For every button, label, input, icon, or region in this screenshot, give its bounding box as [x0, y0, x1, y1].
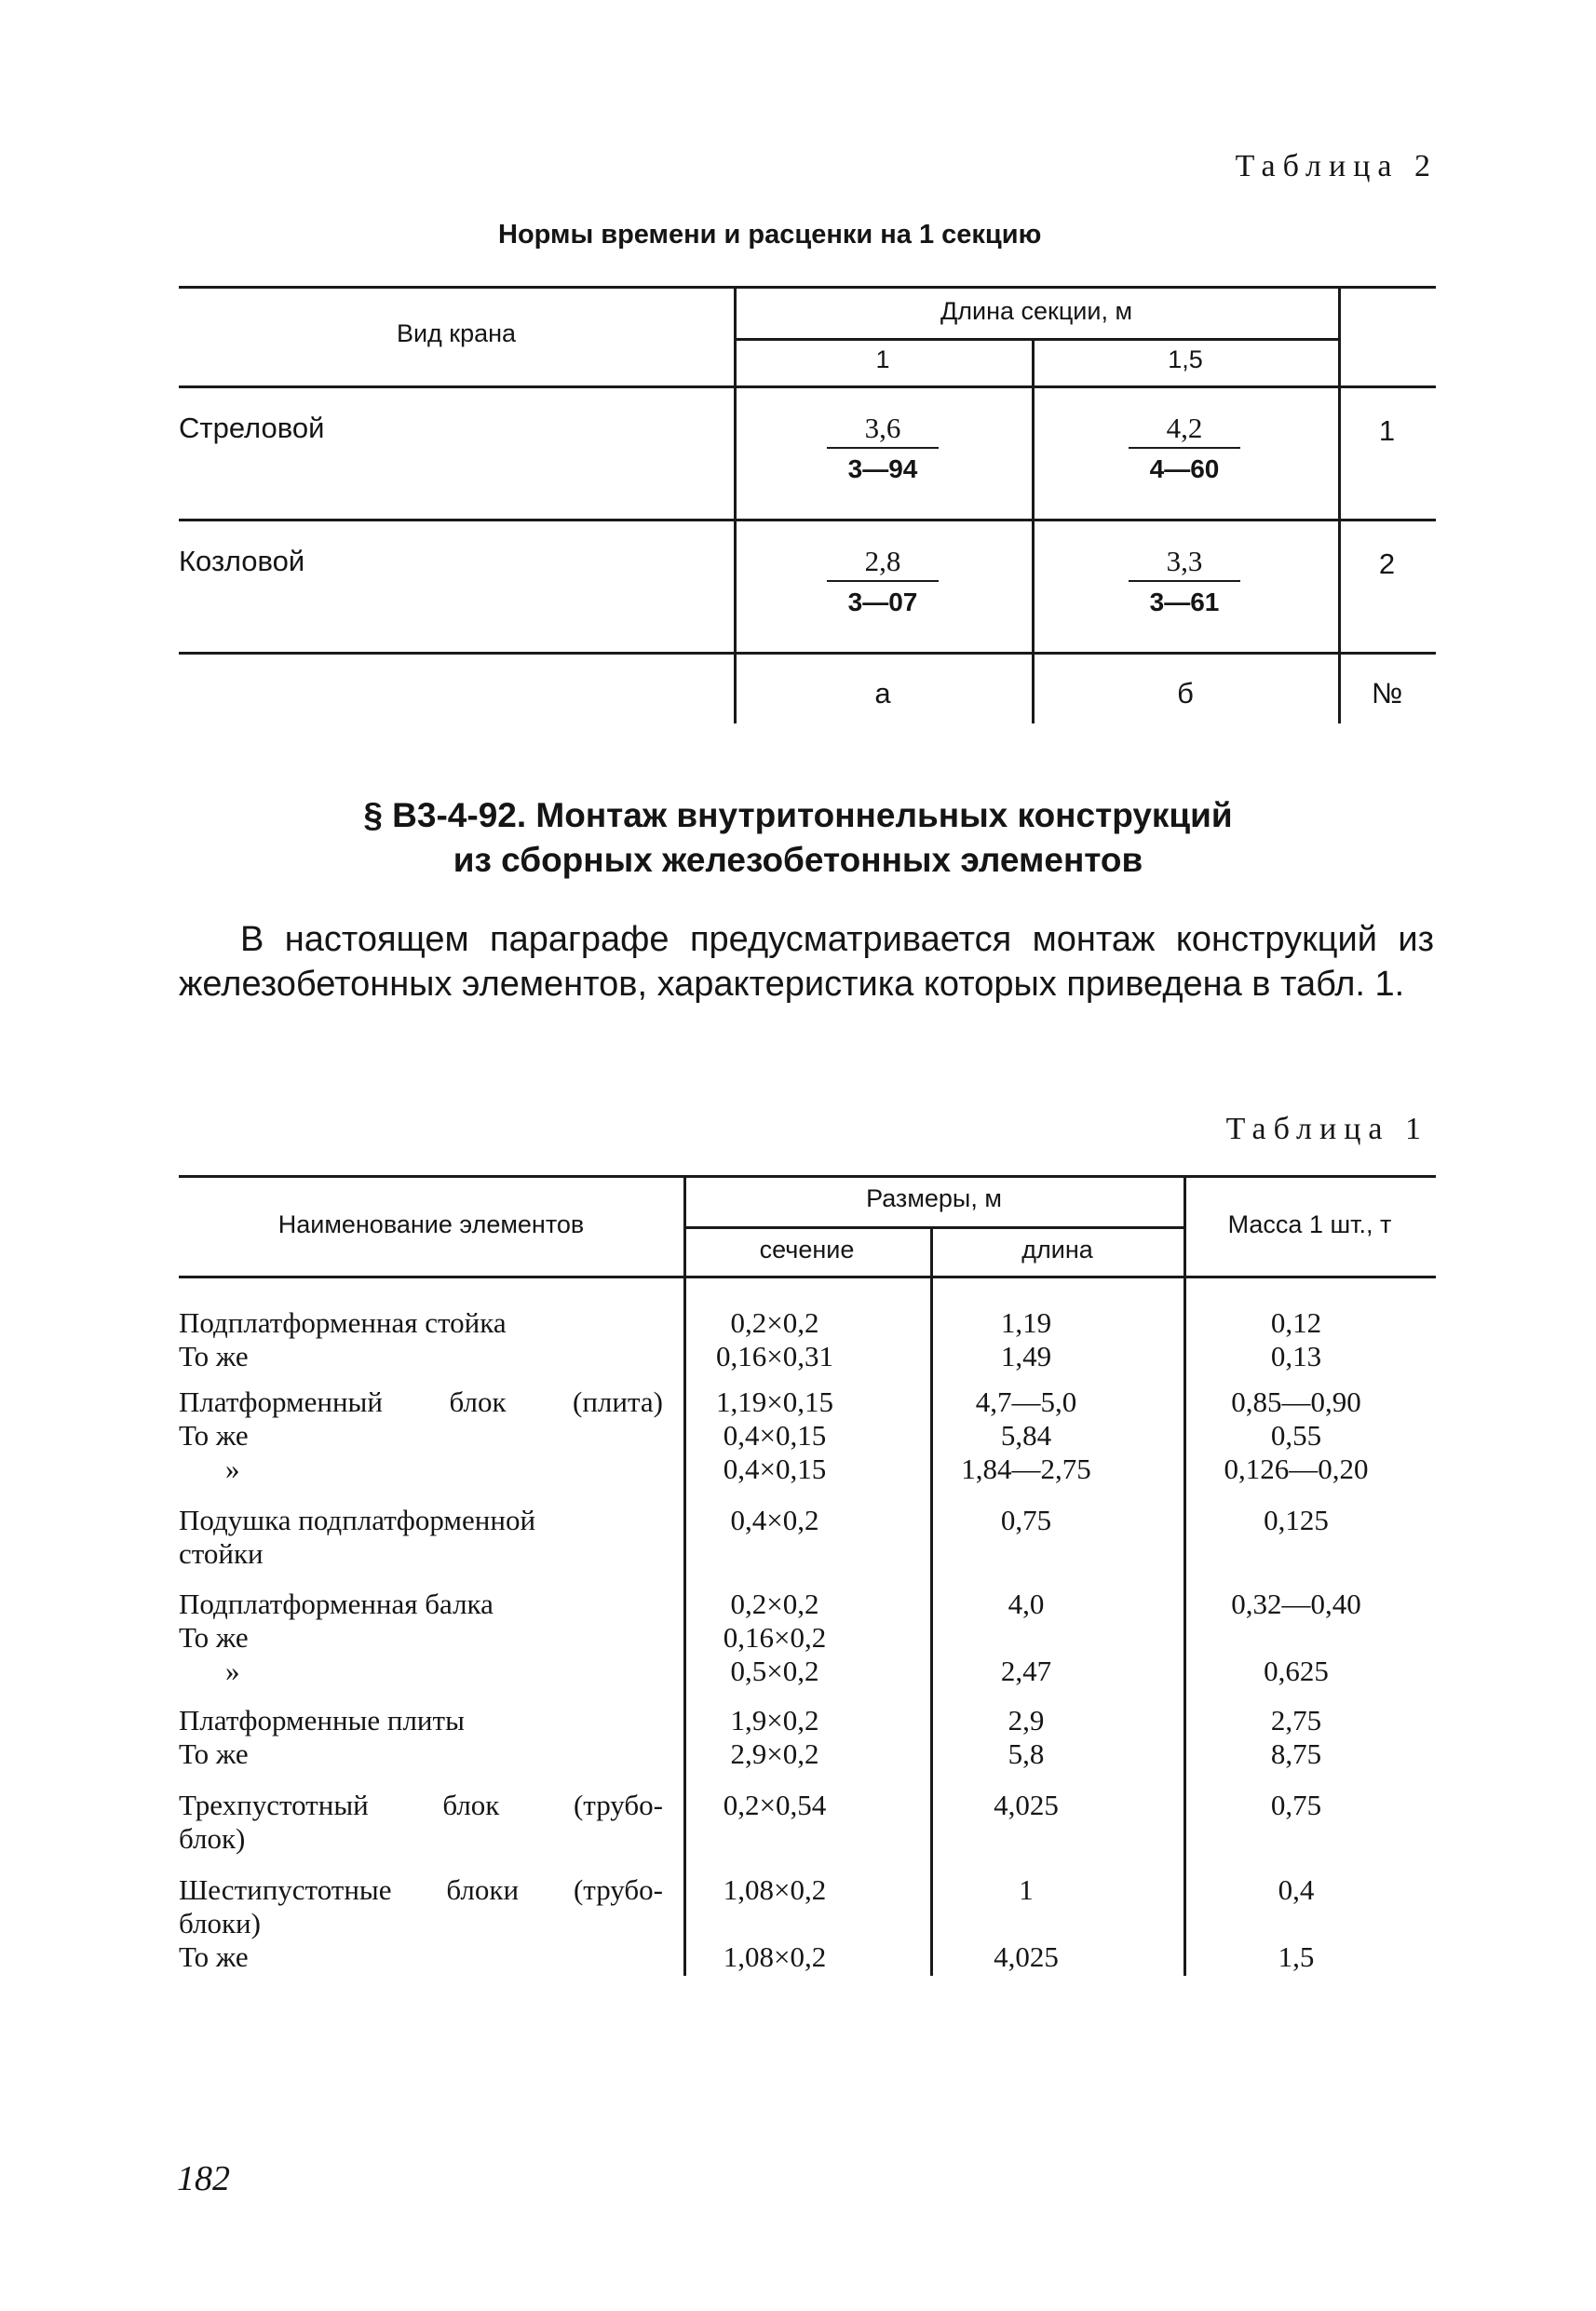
element-name: То же	[179, 1419, 249, 1452]
rate: 3—94	[847, 454, 918, 483]
table1-header-rule	[179, 1276, 1436, 1278]
table1-header-name: Наименование элементов	[277, 1210, 585, 1238]
element-section: 0,2×0,54	[723, 1789, 827, 1821]
element-mass: 0,12	[1270, 1306, 1322, 1339]
table2-cell-b	[1129, 543, 1240, 623]
element-section: 0,4×0,2	[730, 1504, 819, 1536]
element-mass: 0,4	[1278, 1873, 1315, 1906]
table1-header-length: длина	[1021, 1236, 1093, 1264]
element-name: То же	[179, 1940, 249, 1973]
element-length: 1,84—2,75	[961, 1453, 1091, 1485]
table2-title: Нормы времени и расценки на 1 секцию	[498, 220, 1042, 250]
element-section: 1,08×0,2	[723, 1940, 827, 1973]
element-name: стойки	[179, 1537, 264, 1570]
page-number: 182	[177, 2159, 230, 2198]
table2-row-rule	[179, 519, 1436, 521]
element-name: »	[225, 1453, 240, 1485]
element-length: 5,8	[1008, 1737, 1045, 1770]
table2-row-number: 2	[1378, 547, 1396, 580]
element-length: 4,7—5,0	[975, 1385, 1077, 1418]
section-title-line-1: § В3-4-92. Монтаж внутритоннельных конструкций	[363, 796, 1233, 834]
table1-caption: Таблица 1	[1225, 1112, 1428, 1146]
element-mass: 0,625	[1264, 1655, 1329, 1687]
table2-top-rule	[179, 286, 1436, 289]
element-name: Шестипустотные блоки (трубо-	[179, 1873, 663, 1906]
table2-header-length-1: 1	[875, 345, 890, 373]
norm-time: 3,3	[1129, 543, 1240, 582]
element-section: 0,16×0,2	[723, 1621, 827, 1654]
element-section: 0,16×0,31	[716, 1340, 833, 1372]
element-length: 5,84	[1000, 1419, 1052, 1452]
element-mass: 0,125	[1264, 1504, 1329, 1536]
rate: 4—60	[1149, 454, 1220, 483]
table1-header-dimensions: Размеры, м	[866, 1184, 1002, 1212]
element-mass: 0,85—0,90	[1231, 1385, 1361, 1418]
table2-cell-b	[1129, 410, 1240, 490]
rate: 3—07	[847, 588, 918, 616]
table2-footer-b: б	[1177, 677, 1194, 710]
element-section: 1,19×0,15	[716, 1385, 833, 1418]
element-mass: 0,75	[1270, 1789, 1322, 1821]
element-name: »	[225, 1655, 240, 1687]
element-name: Подушка подплатформенной	[179, 1504, 536, 1536]
element-mass: 0,126—0,20	[1224, 1453, 1369, 1485]
element-section: 0,2×0,2	[730, 1306, 819, 1339]
element-name: То же	[179, 1737, 249, 1770]
section-title-line-2: из сборных железобетонных элементов	[453, 841, 1143, 879]
element-mass: 2,75	[1270, 1704, 1322, 1737]
table2-row-name: Козловой	[179, 545, 305, 577]
section-title	[0, 793, 1596, 883]
table2-col-rule	[1032, 338, 1035, 723]
table2-header-crane-type: Вид крана	[396, 319, 517, 347]
element-length: 4,025	[994, 1789, 1059, 1821]
element-length: 1,19	[1000, 1306, 1052, 1339]
element-section: 1,9×0,2	[730, 1704, 819, 1737]
rate: 3—61	[1149, 588, 1220, 616]
table2-header-rule	[179, 385, 1436, 388]
table1-col-rule	[683, 1175, 686, 1976]
element-name: Подплатформенная стойка	[179, 1306, 507, 1339]
element-mass: 0,55	[1270, 1419, 1322, 1452]
table2-caption: Таблица 2	[1235, 149, 1438, 183]
element-length: 2,47	[1000, 1655, 1052, 1687]
element-name: Подплатформенная балка	[179, 1588, 494, 1620]
element-section: 0,4×0,15	[723, 1419, 827, 1452]
table2-row-name: Стреловой	[179, 412, 325, 444]
element-section: 2,9×0,2	[730, 1737, 819, 1770]
element-name: Платформенный блок (плита)	[179, 1385, 663, 1418]
table2-row-number: 1	[1378, 414, 1396, 447]
element-length: 4,0	[1008, 1588, 1045, 1620]
element-section: 1,08×0,2	[723, 1873, 827, 1906]
element-length: 1	[1019, 1873, 1034, 1906]
table2	[179, 286, 1436, 723]
table2-header-section-length: Длина секции, м	[940, 297, 1133, 325]
table1-top-rule	[179, 1175, 1436, 1178]
element-length: 4,025	[994, 1940, 1059, 1973]
element-length: 1,49	[1000, 1340, 1052, 1372]
table2-footer-a: а	[874, 677, 891, 710]
element-length: 2,9	[1008, 1704, 1045, 1737]
element-mass: 1,5	[1278, 1940, 1315, 1973]
table2-subheader-rule	[734, 338, 1339, 341]
table1-col-rule	[1183, 1175, 1186, 1976]
element-mass: 0,13	[1270, 1340, 1322, 1372]
table2-cell-a	[827, 543, 939, 623]
norm-time: 2,8	[827, 543, 939, 582]
table1-subheader-rule	[683, 1226, 1184, 1229]
table2-footer-number: №	[1371, 677, 1403, 710]
element-name: То же	[179, 1621, 249, 1654]
element-name: блоки)	[179, 1907, 261, 1939]
section-paragraph: В настоящем параграфе предусматривается монтаж конструкций из железобетонных элементов, характеристика которых приведена в табл. 1.	[179, 920, 1434, 1004]
element-name: То же	[179, 1340, 249, 1372]
element-length: 0,75	[1000, 1504, 1052, 1536]
norm-time: 4,2	[1129, 410, 1240, 449]
element-name: Платформенные плиты	[179, 1704, 465, 1737]
element-mass: 0,32—0,40	[1231, 1588, 1361, 1620]
table2-header-length-2: 1,5	[1168, 345, 1203, 373]
norm-time: 3,6	[827, 410, 939, 449]
table1-header-section: сечение	[759, 1236, 855, 1264]
table1-header-mass: Масса 1 шт., т	[1227, 1210, 1392, 1238]
element-name: блок)	[179, 1822, 246, 1855]
element-section: 0,5×0,2	[730, 1655, 819, 1687]
element-section: 0,2×0,2	[730, 1588, 819, 1620]
element-section: 0,4×0,15	[723, 1453, 827, 1485]
table2-bottom-rule	[179, 652, 1436, 655]
element-name: Трехпустотный блок (трубо-	[179, 1789, 663, 1821]
table1	[179, 1175, 1436, 1976]
table2-cell-a	[827, 410, 939, 490]
element-mass: 8,75	[1270, 1737, 1322, 1770]
